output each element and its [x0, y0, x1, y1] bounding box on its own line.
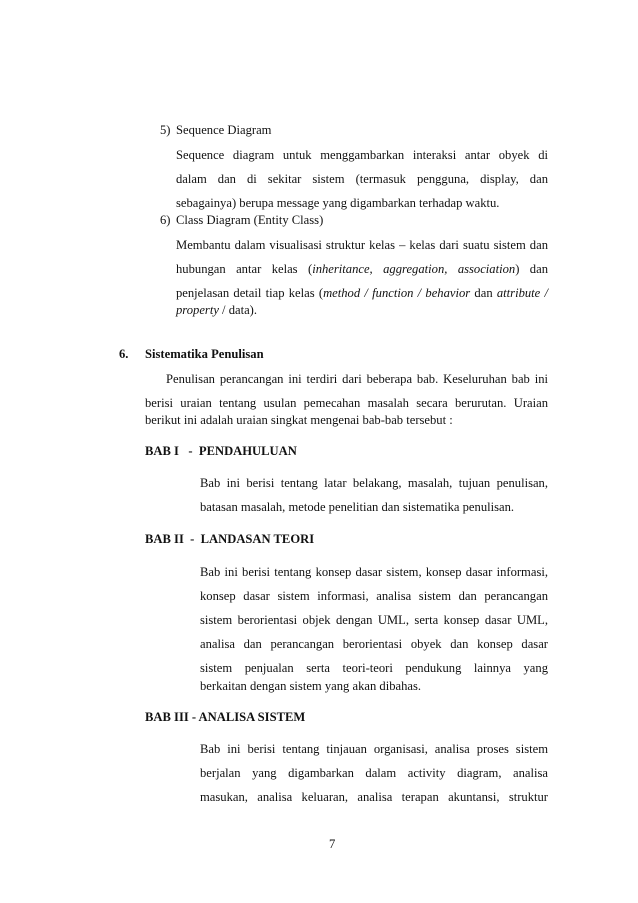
- paragraph-line: berisi uraian tentang usulan pemecahan masalah secara berurutan. Uraian: [145, 396, 548, 410]
- paragraph-line: [176, 261, 548, 277]
- paragraph-line: sistem berorientasi objek dengan UML, serta konsep dasar UML,: [200, 613, 548, 627]
- paragraph-line: batasan masalah, metode penelitian dan sistematika penulisan.: [200, 500, 515, 514]
- text-run: dan: [470, 286, 497, 300]
- paragraph-line: dalam dan di sekitar sistem (termasuk pengguna, display, dan: [176, 172, 548, 186]
- text-run: hubungan antar kelas (: [176, 262, 313, 276]
- list-item-5-marker: 5): [160, 123, 171, 137]
- paragraph-line: Bab ini berisi tentang latar belakang, masalah, tujuan penulisan,: [200, 476, 548, 490]
- text-run-italic: property: [176, 303, 219, 317]
- paragraph-line: berjalan yang digambarkan dalam activity diagram, analisa: [200, 766, 548, 780]
- text-run-italic: attribute /: [496, 286, 548, 300]
- paragraph-line: Bab ini berisi tentang konsep dasar sistem, konsep dasar informasi,: [200, 565, 548, 579]
- paragraph-line: [176, 285, 548, 301]
- chapter-heading-bab-3: BAB III - ANALISA SISTEM: [145, 710, 306, 724]
- text-run: penjelasan detail tiap kelas (: [176, 286, 324, 300]
- paragraph-line: konsep dasar sistem informasi, analisa sistem dan perancangan: [200, 589, 548, 603]
- list-item-6-marker: 6): [160, 213, 171, 227]
- text-run: ) dan: [515, 262, 548, 276]
- list-item-5-title: Sequence Diagram: [176, 123, 272, 137]
- section-heading: Sistematika Penulisan: [145, 347, 264, 361]
- paragraph-line: sistem penjualan serta teori-teori pendukung lainnya yang: [200, 661, 548, 675]
- paragraph-line: Sequence diagram untuk menggambarkan interaksi antar obyek di: [176, 148, 548, 162]
- chapter-heading-bab-1: BAB I - PENDAHULUAN: [145, 444, 297, 458]
- paragraph-line: Penulisan perancangan ini terdiri dari beberapa bab. Keseluruhan bab ini: [166, 372, 548, 386]
- list-item-6-title: Class Diagram (Entity Class): [176, 213, 324, 227]
- chapter-heading-bab-2: BAB II - LANDASAN TEORI: [145, 532, 315, 546]
- paragraph-line: masukan, analisa keluaran, analisa terapan akuntansi, struktur: [200, 790, 548, 804]
- page-number: 7: [329, 837, 336, 851]
- paragraph-line: Bab ini berisi tentang tinjauan organisasi, analisa proses sistem: [200, 742, 548, 756]
- paragraph-line: sebagainya) berupa message yang digambarkan terhadap waktu.: [176, 196, 500, 210]
- text-run: / data).: [218, 303, 258, 317]
- paragraph-line: berikut ini adalah uraian singkat mengenai bab-bab tersebut :: [145, 413, 453, 427]
- paragraph-line: [176, 302, 257, 318]
- text-run-italic: inheritance, aggregation, association: [312, 262, 516, 276]
- text-run-italic: method / function / behavior: [323, 286, 471, 300]
- section-number: 6.: [119, 347, 129, 361]
- paragraph-line: Membantu dalam visualisasi struktur kelas – kelas dari suatu sistem dan: [176, 238, 548, 252]
- paragraph-line: analisa dan perancangan berorientasi obyek dan konsep dasar: [200, 637, 548, 651]
- paragraph-line: berkaitan dengan sistem yang akan dibahas.: [200, 679, 422, 693]
